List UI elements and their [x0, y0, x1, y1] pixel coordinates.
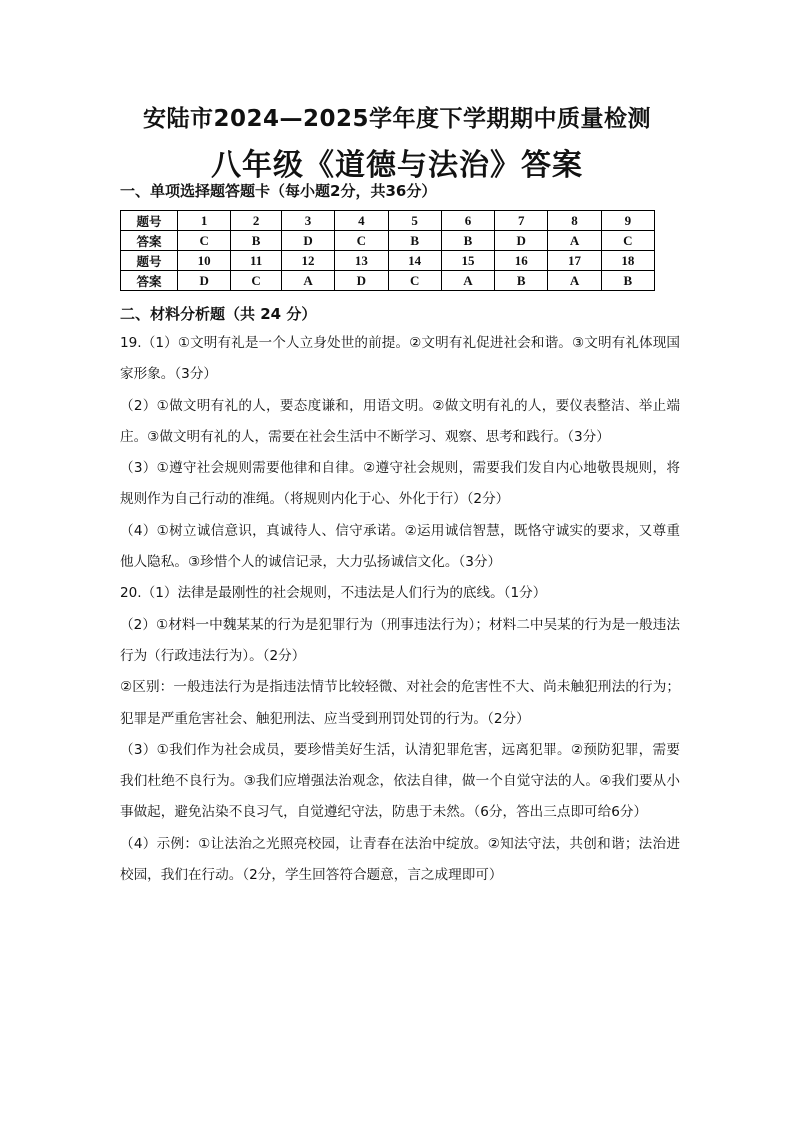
question-number: 9: [601, 211, 654, 231]
answer-cell: D: [281, 231, 334, 251]
answer-paragraph: ②区别：一般违法行为是指违法情节比较轻微、对社会的危害性不大、尚未触犯刑法的行为；犯罪是严重危害社会、触犯刑法、应当受到刑罚处罚的行为。（2分）: [120, 679, 680, 727]
answer-cell: D: [335, 271, 388, 291]
answer-paragraph: （4）示例：①让法治之光照亮校园，让青春在法治中绽放。②知法守法，共创和谐；法治进校园，我们在行动。（2分，学生回答符合题意，言之成理即可）: [120, 835, 680, 884]
answer-cell: A: [281, 271, 334, 291]
answer-cell: C: [335, 231, 388, 251]
answer-cell: B: [495, 271, 548, 291]
answer-cell: B: [388, 231, 441, 251]
answer-title: 八年级《道德与法治》答案: [211, 148, 583, 183]
answer-paragraph: （4）①树立诚信意识，真诚待人、信守承诺。②运用诚信智慧，既恪守诚实的要求，又尊重他人隐私。③珍惜个人的诚信记录，大力弘扬诚信文化。（3分）: [120, 522, 680, 571]
question-number: 12: [281, 251, 334, 271]
row-label: 题号: [121, 251, 178, 271]
question-number: 16: [495, 251, 548, 271]
answer-cell: C: [231, 271, 282, 291]
question-number: 13: [335, 251, 388, 271]
row-label: 题号: [121, 211, 178, 231]
exam-title: 安陆市2024—2025学年度下学期期中质量检测: [142, 106, 652, 132]
question-number: 17: [548, 251, 601, 271]
table-row: [121, 271, 655, 291]
answer-cell: B: [441, 231, 494, 251]
question-number: 3: [281, 211, 334, 231]
question-number: 2: [231, 211, 282, 231]
table-row: [121, 251, 655, 271]
question-number: 18: [601, 251, 654, 271]
answer-paragraph: （3）①我们作为社会成员，要珍惜美好生活，认清犯罪危害，远离犯罪。②预防犯罪，需要我们杜绝不良行为。③我们应增强法治观念，依法自律，做一个自觉守法的人。④我们要从小事做起，避免沾染不良习气，自觉遵纪守法，防患于未然。（6分，答出三点即可给6分）: [120, 741, 680, 821]
question-number: 7: [495, 211, 548, 231]
answer-table: [120, 210, 655, 291]
answer-cell: D: [178, 271, 231, 291]
answer-paragraph: 19.（1）①文明有礼是一个人立身处世的前提。②文明有礼促进社会和谐。③文明有礼体现国家形象。（3分）: [120, 335, 680, 383]
question-number: 1: [178, 211, 231, 231]
answer-paragraph: （3）①遵守社会规则需要他律和自律。②遵守社会规则，需要我们发自内心地敬畏规则，将规则作为自己行动的准绳。（将规则内化于心、外化于行）（2分）: [120, 460, 680, 508]
question-number: 14: [388, 251, 441, 271]
answer-cell: B: [601, 271, 654, 291]
table-row: [121, 211, 655, 231]
question-number: 6: [441, 211, 494, 231]
answer-cell: C: [601, 231, 654, 251]
section2-body: [120, 328, 680, 891]
row-label: 答案: [121, 231, 178, 251]
question-number: 10: [178, 251, 231, 271]
answer-paragraph: 20.（1）法律是最刚性的社会规则，不违法是人们行为的底线。（1分）: [120, 585, 547, 602]
answer-cell: D: [495, 231, 548, 251]
answer-cell: A: [548, 271, 601, 291]
section1-heading: 一、单项选择题答题卡（每小题2分，共36分）: [120, 182, 437, 200]
answer-cell: C: [388, 271, 441, 291]
question-number: 5: [388, 211, 441, 231]
answer-cell: C: [178, 231, 231, 251]
question-number: 8: [548, 211, 601, 231]
question-number: 4: [335, 211, 388, 231]
question-number: 15: [441, 251, 494, 271]
table-row: [121, 231, 655, 251]
answer-paragraph: （2）①材料一中魏某某的行为是犯罪行为（刑事违法行为）；材料二中吴某的行为是一般违法行为（行政违法行为）。（2分）: [120, 616, 680, 664]
answer-cell: A: [441, 271, 494, 291]
answer-cell: B: [231, 231, 282, 251]
section2-heading: 二、材料分析题（共 24 分）: [120, 305, 317, 323]
answer-cell: A: [548, 231, 601, 251]
row-label: 答案: [121, 271, 178, 291]
answer-paragraph: （2）①做文明有礼的人，要态度谦和，用语文明。②做文明有礼的人，要仪表整洁、举止端庄。③做文明有礼的人，需要在社会生活中不断学习、观察、思考和践行。（3分）: [120, 397, 680, 445]
question-number: 11: [231, 251, 282, 271]
